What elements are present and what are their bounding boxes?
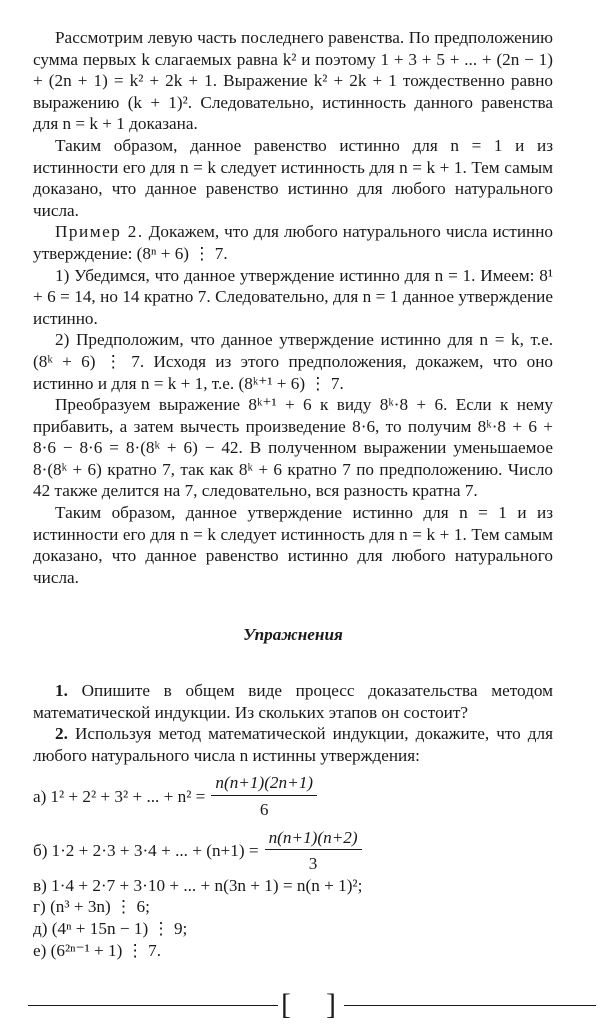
exercise-2-items bbox=[33, 772, 553, 961]
paragraph-1: Рассмотрим левую часть последнего равенства. По предположению сумма первых k слагаемых равна k² и поэтому 1 + 3 + 5 + ... + (2n − 1) + (2n + 1) = k² + 2k + 1. Выражение k² + 2k + 1 тождественно равно выражению (k + 1)². Следовательно, истинность данного равенства для n = k + 1 доказана. bbox=[33, 28, 553, 134]
page-number-bracket-left: [ bbox=[281, 988, 291, 1021]
formula-a bbox=[33, 772, 553, 820]
footer-rule-left bbox=[28, 1005, 278, 1006]
step-1-paragraph: 1) Убедимся, что данное утверждение истинно для n = 1. Имеем: 8¹ + 6 = 14, но 14 кратно 7. Следовательно, для n = 1 данное утверждение истинно. bbox=[33, 265, 553, 328]
formula-b bbox=[33, 827, 553, 875]
transformation-paragraph: Преобразуем выражение 8ᵏ⁺¹ + 6 к виду 8ᵏ·8 + 6. Если к нему прибавить, а затем вычесть произведение 8·6, то получим 8ᵏ·8 + 6 + 8·6 − 8·6 = 8·(8ᵏ + 6) − 42. В полученном выражении уменьшаемое 8·(8ᵏ + 6) кратно 7, так как 8ᵏ + 6 кратно 7 по предположению. Число 42 также делится на 7, следовательно, вся разность кратна 7. bbox=[33, 395, 553, 501]
formula-b-left: 1·2 + 2·3 + 3·4 + ... + (n+1) = bbox=[51, 840, 259, 860]
formula-a-denominator: 6 bbox=[259, 800, 269, 819]
formula-a-left: 1² + 2² + 3² + ... + n² = bbox=[50, 786, 206, 806]
formula-a-numerator: n(n+1)(2n+1) bbox=[211, 772, 317, 796]
formula-d: д) (4ⁿ + 15n − 1) ⋮ 9; bbox=[33, 918, 188, 938]
conclusion-paragraph: Таким образом, данное утверждение истинно для n = 1 и из истинности его для n = k следует истинность для n = k + 1. Тем самым доказано, что данное равенство истинно для любого натурального числа. bbox=[33, 503, 553, 587]
formula-v: в) 1·4 + 2·7 + 3·10 + ... + n(3n + 1) = n(n + 1)²; bbox=[33, 875, 363, 895]
exercise-1 bbox=[33, 680, 553, 723]
formula-b-fraction bbox=[265, 827, 362, 875]
formula-b-label: б) bbox=[33, 840, 48, 860]
page-number-bracket-right: ] bbox=[326, 988, 336, 1021]
formula-a-label: а) bbox=[33, 786, 47, 806]
example-2-text: Докажем, что для любого натурального числа истинно утверждение: (8ⁿ + 6) ⋮ 7. bbox=[33, 222, 554, 263]
formula-g: г) (n³ + 3n) ⋮ 6; bbox=[33, 897, 150, 917]
formula-e: е) (6²ⁿ⁻¹ + 1) ⋮ 7. bbox=[33, 940, 162, 960]
exercise-1-number: 1. bbox=[55, 681, 68, 701]
exercise-1-text: Опишите в общем виде процесс доказательства методом математической индукции. Из скольких этапов он состоит? bbox=[33, 681, 553, 722]
example-2-label: Пример 2. bbox=[55, 222, 144, 242]
example-2-statement bbox=[33, 221, 553, 264]
formula-b-denominator: 3 bbox=[308, 854, 318, 874]
page-body bbox=[33, 27, 553, 961]
formula-b-numerator: n(n+1)(n+2) bbox=[265, 827, 362, 851]
footer-rule-right bbox=[344, 1005, 596, 1006]
exercise-2 bbox=[33, 723, 553, 766]
exercise-2-text: Используя метод математической индукции, докажите, что для любого натурального числа n истинны утверждения: bbox=[33, 724, 553, 765]
step-2-paragraph: 2) Предположим, что данное утверждение истинно для n = k, т.е. (8ᵏ + 6) ⋮ 7. Исходя из этого предположения, докажем, что оно истинно и для n = k + 1, т.е. (8ᵏ⁺¹ + 6) ⋮ 7. bbox=[33, 330, 553, 393]
exercises-heading: Упражнения bbox=[243, 625, 343, 645]
formula-a-fraction bbox=[211, 772, 317, 820]
paragraph-2: Таким образом, данное равенство истинно для n = 1 и из истинности его для n = k следует истинность для n = k + 1. Тем самым доказано, что данное равенство истинно для любого натурального числа. bbox=[33, 135, 553, 220]
exercise-2-number: 2. bbox=[55, 724, 68, 744]
